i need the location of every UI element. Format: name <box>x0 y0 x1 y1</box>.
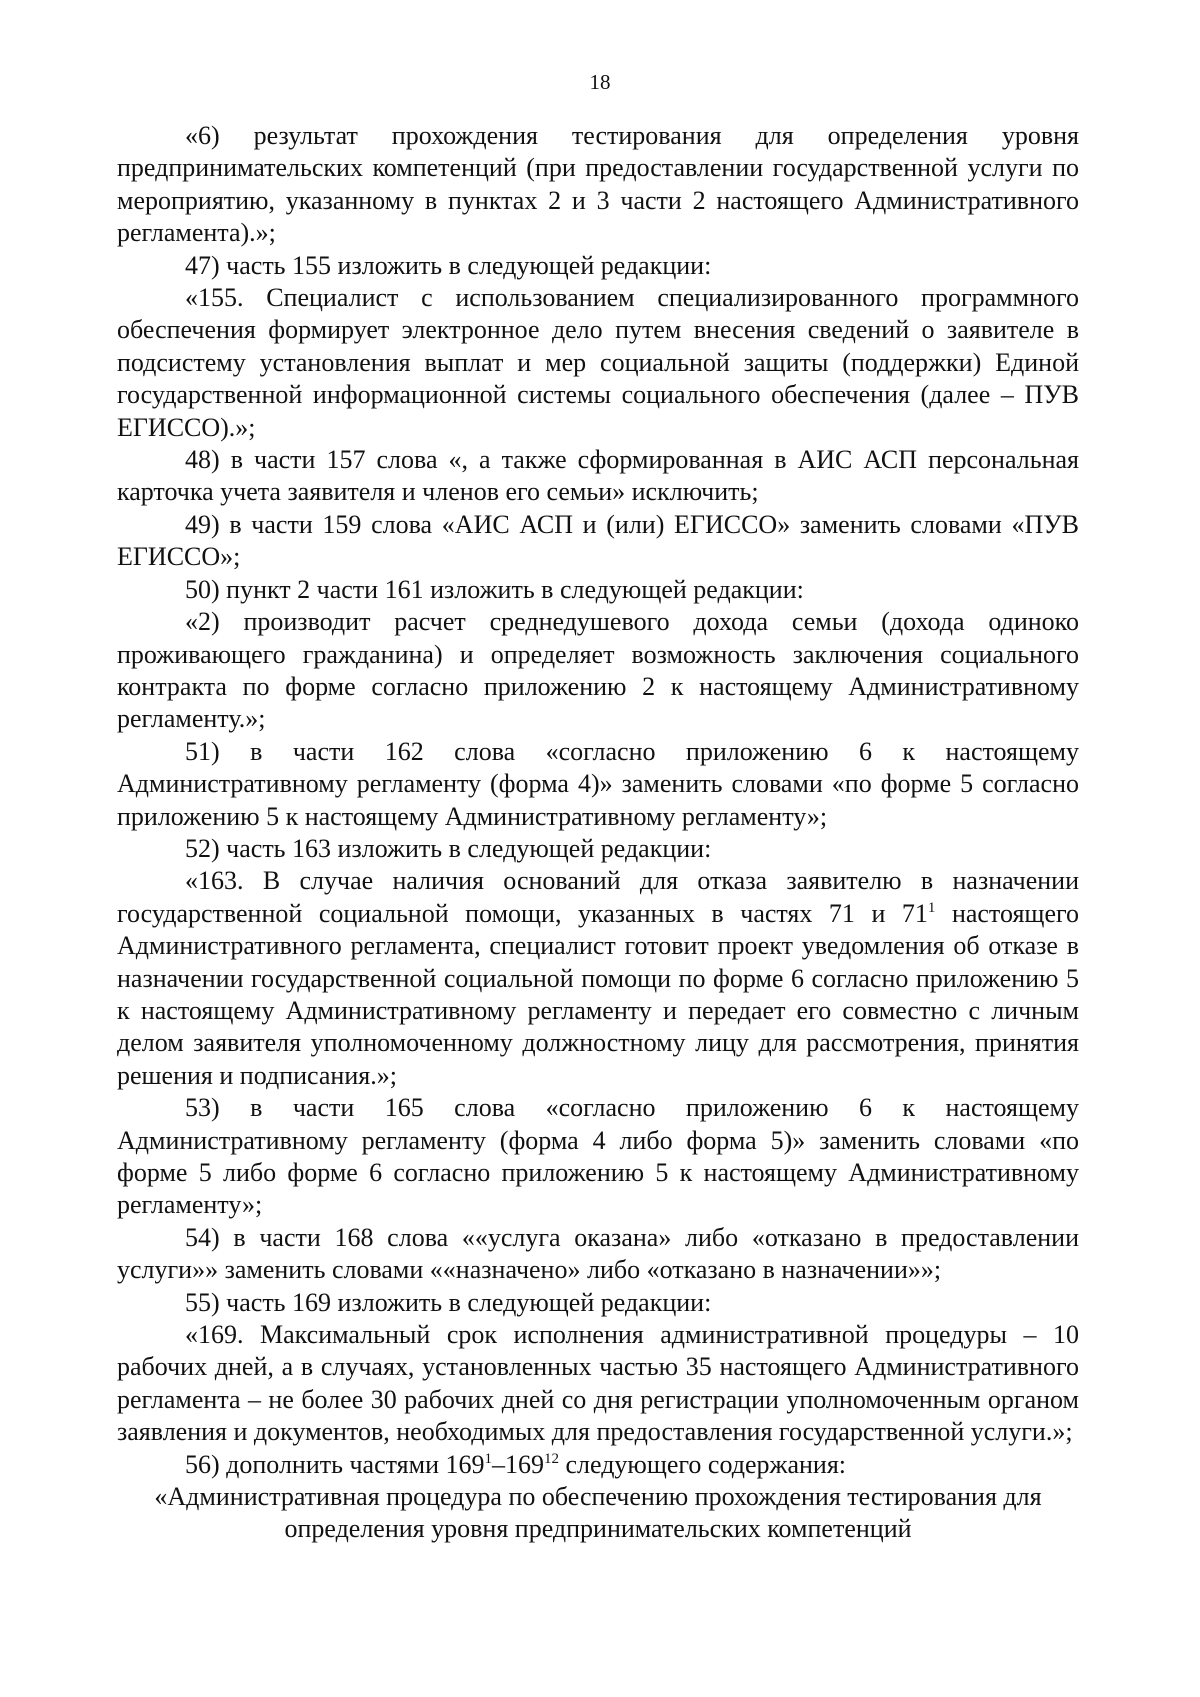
paragraph-56-text-c: следующего содержания: <box>558 1449 846 1479</box>
document-body <box>117 120 1079 1546</box>
paragraph-item-2: «2) производит расчет среднедушевого дохода семьи (дохода одиноко проживающего гражданина) и определяет возможность заключения социального контракта по форме согласно приложению 2 к настоящему Административному регламенту.»; <box>117 607 1079 734</box>
superscript: 12 <box>543 1450 559 1467</box>
paragraph-49: 49) в части 159 слова «АИС АСП и (или) ЕГИССО» заменить словами «ПУВ ЕГИССО»; <box>117 509 1079 572</box>
paragraph-47: 47) часть 155 изложить в следующей редакции: <box>185 250 712 280</box>
paragraph-50: 50) пункт 2 части 161 изложить в следующей редакции: <box>185 574 804 604</box>
paragraph-55: 55) часть 169 изложить в следующей редакции: <box>185 1287 712 1317</box>
paragraph-item-6: «6) результат прохождения тестирования для определения уровня предпринимательских компетенций (при предоставлении государственной услуги по мероприятию, указанному в пунктах 2 и 3 части 2 настоящего Административного регламента).»; <box>117 121 1079 248</box>
paragraph-155: «155. Специалист с использованием специализированного программного обеспечения формирует электронное дело путем внесения сведений о заявителе в подсистему установления выплат и мер социальной защиты (поддержки) Единой государственной информационной системы социального обеспечения (далее – ПУВ ЕГИССО).»; <box>117 283 1079 442</box>
paragraph-163 <box>117 865 1079 1092</box>
paragraph-51: 51) в части 162 слова «согласно приложению 6 к настоящему Административному регламенту (форма 4)» заменить словами «по форме 5 согласно приложению 5 к настоящему Административному регламенту»; <box>117 736 1079 831</box>
paragraph-56-text-b: –169 <box>491 1449 544 1479</box>
superscript: 1 <box>927 899 936 916</box>
paragraph-56 <box>117 1449 1079 1481</box>
paragraph-163-text-b: настоящего Административного регламента, специалист готовит проект уведомления об отказе в назначении государственной социальной помощи по форме 6 согласно приложению 5 к настоящему Административному регламенту и передает его совместно с личным делом заявителя уполномоченному должностному лицу для рассмотрения, принятия решения и подписания.»; <box>117 898 1079 1090</box>
paragraph-48: 48) в части 157 слова «, а также сформированная в АИС АСП персональная карточка учета заявителя и членов его семьи» исключить; <box>117 445 1079 507</box>
paragraph-53: 53) в части 165 слова «согласно приложению 6 к настоящему Административному регламенту (форма 4 либо форма 5)» заменить словами «по форме 5 либо форме 6 согласно приложению 5 к настоящему Административному регламенту»; <box>117 1093 1079 1220</box>
paragraph-169: «169. Максимальный срок исполнения административной процедуры – 10 рабочих дней, а в случаях, установленных частью 35 настоящего Административного регламента – не более 30 рабочих дней со дня регистрации уполномоченным органом заявления и документов, необходимых для предоставления государственной услуги.»; <box>117 1320 1079 1447</box>
paragraph-52: 52) часть 163 изложить в следующей редакции: <box>185 833 712 863</box>
paragraph-163-text-a: «163. В случае наличия оснований для отказа заявителю в назначении государственной социальной помощи, указанных в частях 71 и 71 <box>117 866 1079 928</box>
page-number: 18 <box>589 70 611 94</box>
section-heading: «Административная процедура по обеспечению прохождения тестирования для определения уровня предпринимательских компетенций <box>154 1482 1042 1544</box>
paragraph-54: 54) в части 168 слова ««услуга оказана» либо «отказано в предоставлении услуги»» заменить словами ««назначено» либо «отказано в назначении»»; <box>117 1222 1079 1285</box>
superscript: 1 <box>484 1450 492 1467</box>
paragraph-56-text-a: 56) дополнить частями 169 <box>185 1449 485 1479</box>
